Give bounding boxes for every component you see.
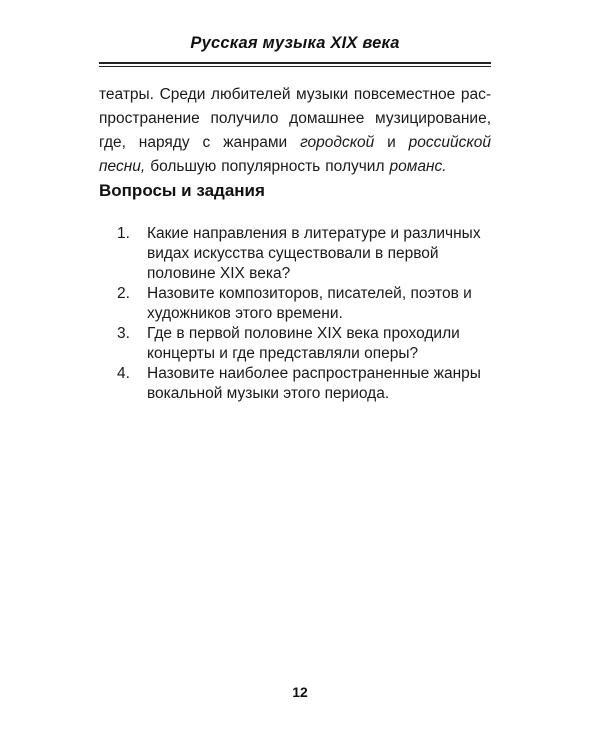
- word: повсеместное: [353, 86, 456, 103]
- word: и: [387, 134, 396, 151]
- header-rule-thin: [99, 66, 491, 67]
- word: наряду: [138, 134, 190, 151]
- question-text: Где в первой половине XIX века проходили концерты и где представляли оперы?: [147, 325, 460, 362]
- body-paragraph: [99, 83, 491, 179]
- word: любителей: [210, 86, 291, 103]
- word: популярность: [221, 158, 321, 175]
- word: Среди: [159, 86, 206, 103]
- section-heading: Вопросы и задания: [99, 181, 265, 200]
- question-number: 3.: [117, 325, 130, 342]
- italic-term: песни,: [99, 158, 146, 175]
- question-number: 1.: [117, 225, 130, 242]
- paragraph-line-2: [99, 107, 491, 131]
- page-number: 12: [292, 684, 308, 700]
- question-text: Назовите наиболее распространенные жанры вокальной музыки этого периода.: [147, 365, 481, 402]
- word: театры.: [99, 86, 154, 103]
- question-text: Назовите композиторов, писателей, поэтов и художников этого времени.: [147, 285, 472, 322]
- question-number: 2.: [117, 285, 130, 302]
- word: получило: [210, 110, 279, 127]
- word: с: [202, 134, 211, 151]
- paragraph-line-4: [99, 155, 491, 179]
- word: музыки: [296, 86, 349, 103]
- header-rule-thick: [99, 62, 491, 64]
- running-title: Русская музыка XIX века: [190, 34, 400, 52]
- question-item: [117, 284, 491, 324]
- word: где,: [99, 134, 126, 151]
- word: получил: [325, 158, 385, 175]
- italic-term: городской: [300, 134, 375, 151]
- word: пространение: [99, 110, 200, 127]
- word: музицирование,: [375, 110, 491, 127]
- italic-term: романс.: [389, 158, 447, 175]
- question-number: 4.: [117, 365, 130, 382]
- paragraph-line-1: [99, 83, 491, 107]
- question-item: [117, 324, 491, 364]
- word: жанрами: [223, 134, 288, 151]
- question-list: [117, 224, 491, 404]
- question-text: Какие направления в литературе и различных видах искусства существовали в первой половине XIX века?: [147, 225, 481, 282]
- word: большую: [150, 158, 217, 175]
- question-item: [117, 364, 491, 404]
- word: рас-: [460, 86, 491, 103]
- paragraph-line-3: [99, 131, 491, 155]
- italic-term: российской: [408, 134, 491, 151]
- word: домашнее: [289, 110, 365, 127]
- running-header: [99, 34, 491, 53]
- question-item: [117, 224, 491, 284]
